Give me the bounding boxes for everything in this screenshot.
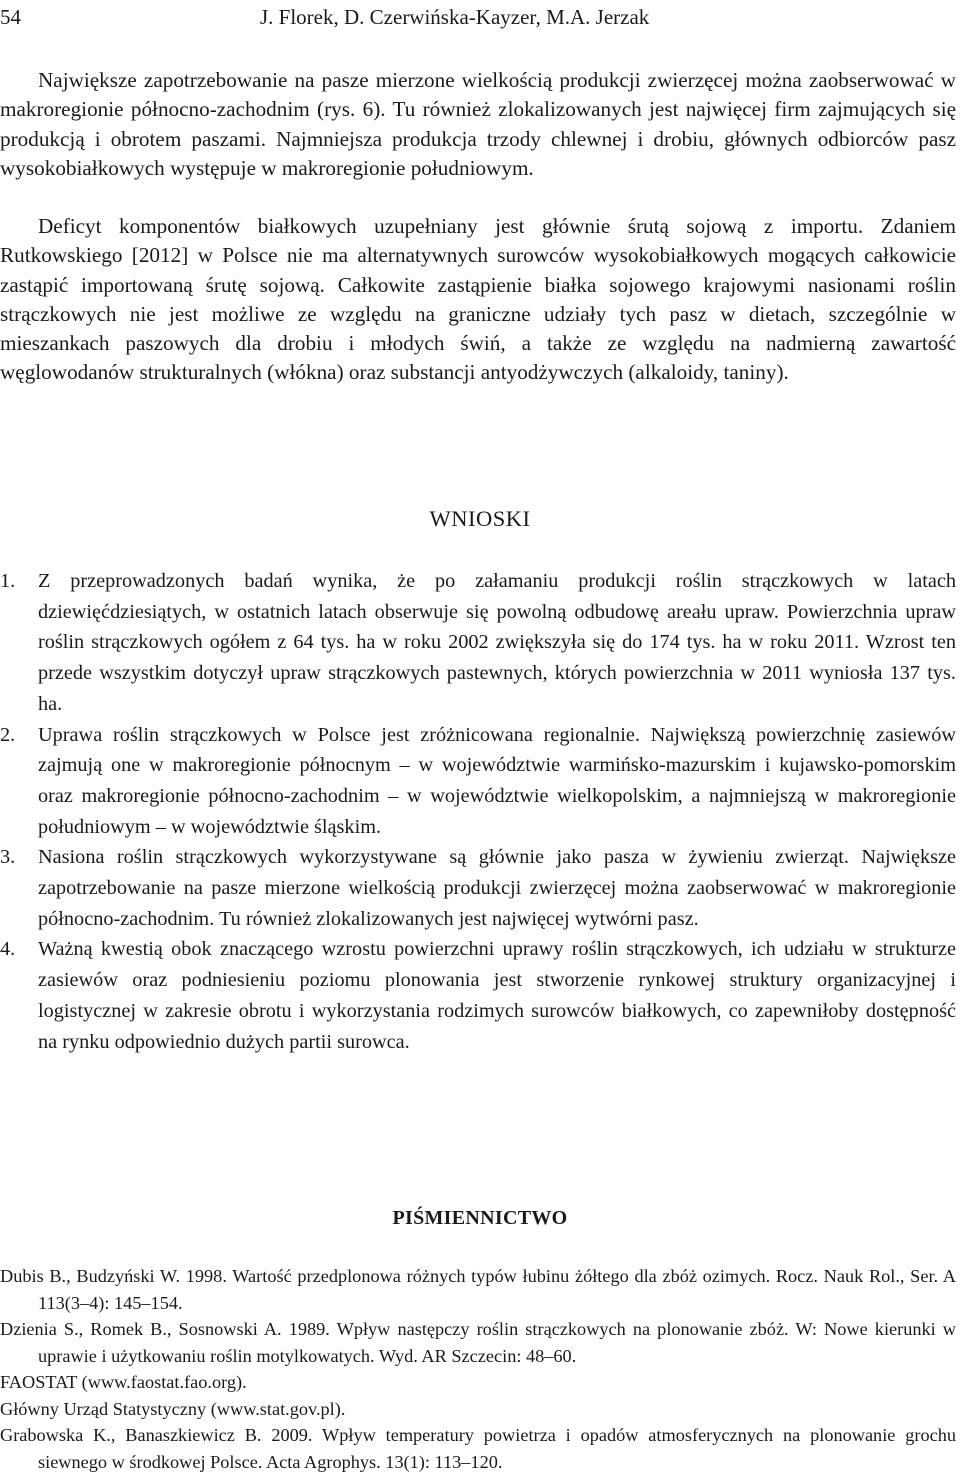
conclusion-number: 1.: [0, 570, 16, 592]
conclusion-number: 4.: [0, 938, 16, 961]
references-list: [0, 1263, 956, 1475]
conclusion-number: 3.: [0, 846, 16, 869]
reference-item: Dubis B., Budzyński W. 1998. Wartość przedplonowa różnych typów łubinu żółtego dla zbóż ozimych. Rocz. Nauk Rol., Ser. A 113(3–4): 145–154.: [0, 1266, 956, 1313]
reference-item: Główny Urząd Statystyczny (www.stat.gov.pl).: [0, 1398, 346, 1419]
conclusion-text: Uprawa roślin strączkowych w Polsce jest zróżnicowana regionalnie. Największą powierzchnię zasiewów zajmują one w makroregionie północnym – w województwie warmińsko-mazurskim i kujawsko-pomorskim oraz makroregionie północno-zachodnim – w województwie wielkopolskim, a najmniejszą w makroregionie południowym – w województwie śląskim.: [38, 723, 956, 838]
conclusion-item: [0, 566, 956, 720]
conclusion-text: Z przeprowadzonych badań wynika, że po załamaniu produkcji roślin strączkowych w latach dziewięćdziesiątych, w ostatnich latach obserwuje się powolną odbudowę areału upraw. Powierzchnia upraw roślin strączkowych ogółem z 64 tys. ha w roku 2002 zwiększyła się do 174 tys. ha w roku 2011. Wzrost ten przede wszystkim dotyczył upraw strączkowych pastewnych, których powierzchnia w 2011 wyniosła 137 tys. ha.: [38, 570, 956, 715]
body-paragraph-1: Największe zapotrzebowanie na pasze mierzone wielkością produkcji zwierzęcej można zaobserwować w makroregionie północno-zachodnim (rys. 6). Tu również zlokalizowanych jest najwięcej firm zajmujących się produkcją i obrotem paszami. Najmniejsza produkcja trzody chlewnej i drobiu, głównych odbiorców pasz wysokobiałkowych występuje w makroregionie południowym.: [0, 68, 956, 180]
conclusion-text: Ważną kwestią obok znaczącego wzrostu powierzchni uprawy roślin strączkowych, ich udziału w strukturze zasiewów oraz podniesieniu poziomu plonowania jest stworzenie rynkowej struktury organizacyjnej i logistycznej w zakresie obrotu i wykorzystania rodzimych surowców białkowych, co zapewniłoby dostępność na rynku odpowiednio dużych partii surowca.: [38, 938, 956, 1053]
body-paragraph-2: Deficyt komponentów białkowych uzupełniany jest głównie śrutą sojową z importu. Zdaniem Rutkowskiego [2012] w Polsce nie ma alternatywnych surowców wysokobiałkowych mogących całkowicie zastąpić importowaną śrutę sojową. Całkowite zastąpienie białka sojowego krajowymi nasionami roślin strączkowych nie jest możliwe ze względu na graniczne udziały tych pasz w dietach, szczególnie w mieszankach paszowych dla drobiu i młodych świń, a także ze względu na nadmierną zawartość węglowodanów strukturalnych (włókna) oraz substancji antyodżywczych (alkaloidy, taniny).: [0, 214, 956, 385]
page-header: [0, 4, 960, 34]
conclusion-item: [0, 720, 956, 843]
running-head-authors: J. Florek, D. Czerwińska-Kayzer, M.A. Jerzak: [260, 5, 650, 29]
reference-item: Grabowska K., Banaszkiewicz B. 2009. Wpływ temperatury powietrza i opadów atmosferycznych na plonowanie grochu siewnego w środkowej Polsce. Acta Agrophys. 13(1): 113–120.: [0, 1425, 956, 1472]
conclusion-text: Nasiona roślin strączkowych wykorzystywane są głównie jako pasza w żywieniu zwierząt. Największe zapotrzebowanie na pasze mierzone wielkością produkcji zwierzęcej można zaobserwować w makroregionie północno-zachodnim. Tu również zlokalizowanych jest najwięcej wytwórni pasz.: [38, 846, 956, 930]
conclusion-item: [0, 842, 956, 934]
references-heading: PIŚMIENNICTWO: [392, 1207, 568, 1229]
conclusions-heading: WNIOSKI: [429, 506, 531, 531]
page-number: 54: [0, 5, 21, 29]
conclusion-item: [0, 934, 956, 1057]
conclusions-list: [0, 566, 956, 1057]
reference-item: Dzienia S., Romek B., Sosnowski A. 1989. Wpływ następczy roślin strączkowych na plonowanie zbóż. W: Nowe kierunki w uprawie i użytkowaniu roślin motylkowatych. Wyd. AR Szczecin: 48–60.: [0, 1319, 956, 1366]
reference-item: FAOSTAT (www.faostat.fao.org).: [0, 1372, 247, 1392]
conclusion-number: 2.: [0, 723, 16, 746]
